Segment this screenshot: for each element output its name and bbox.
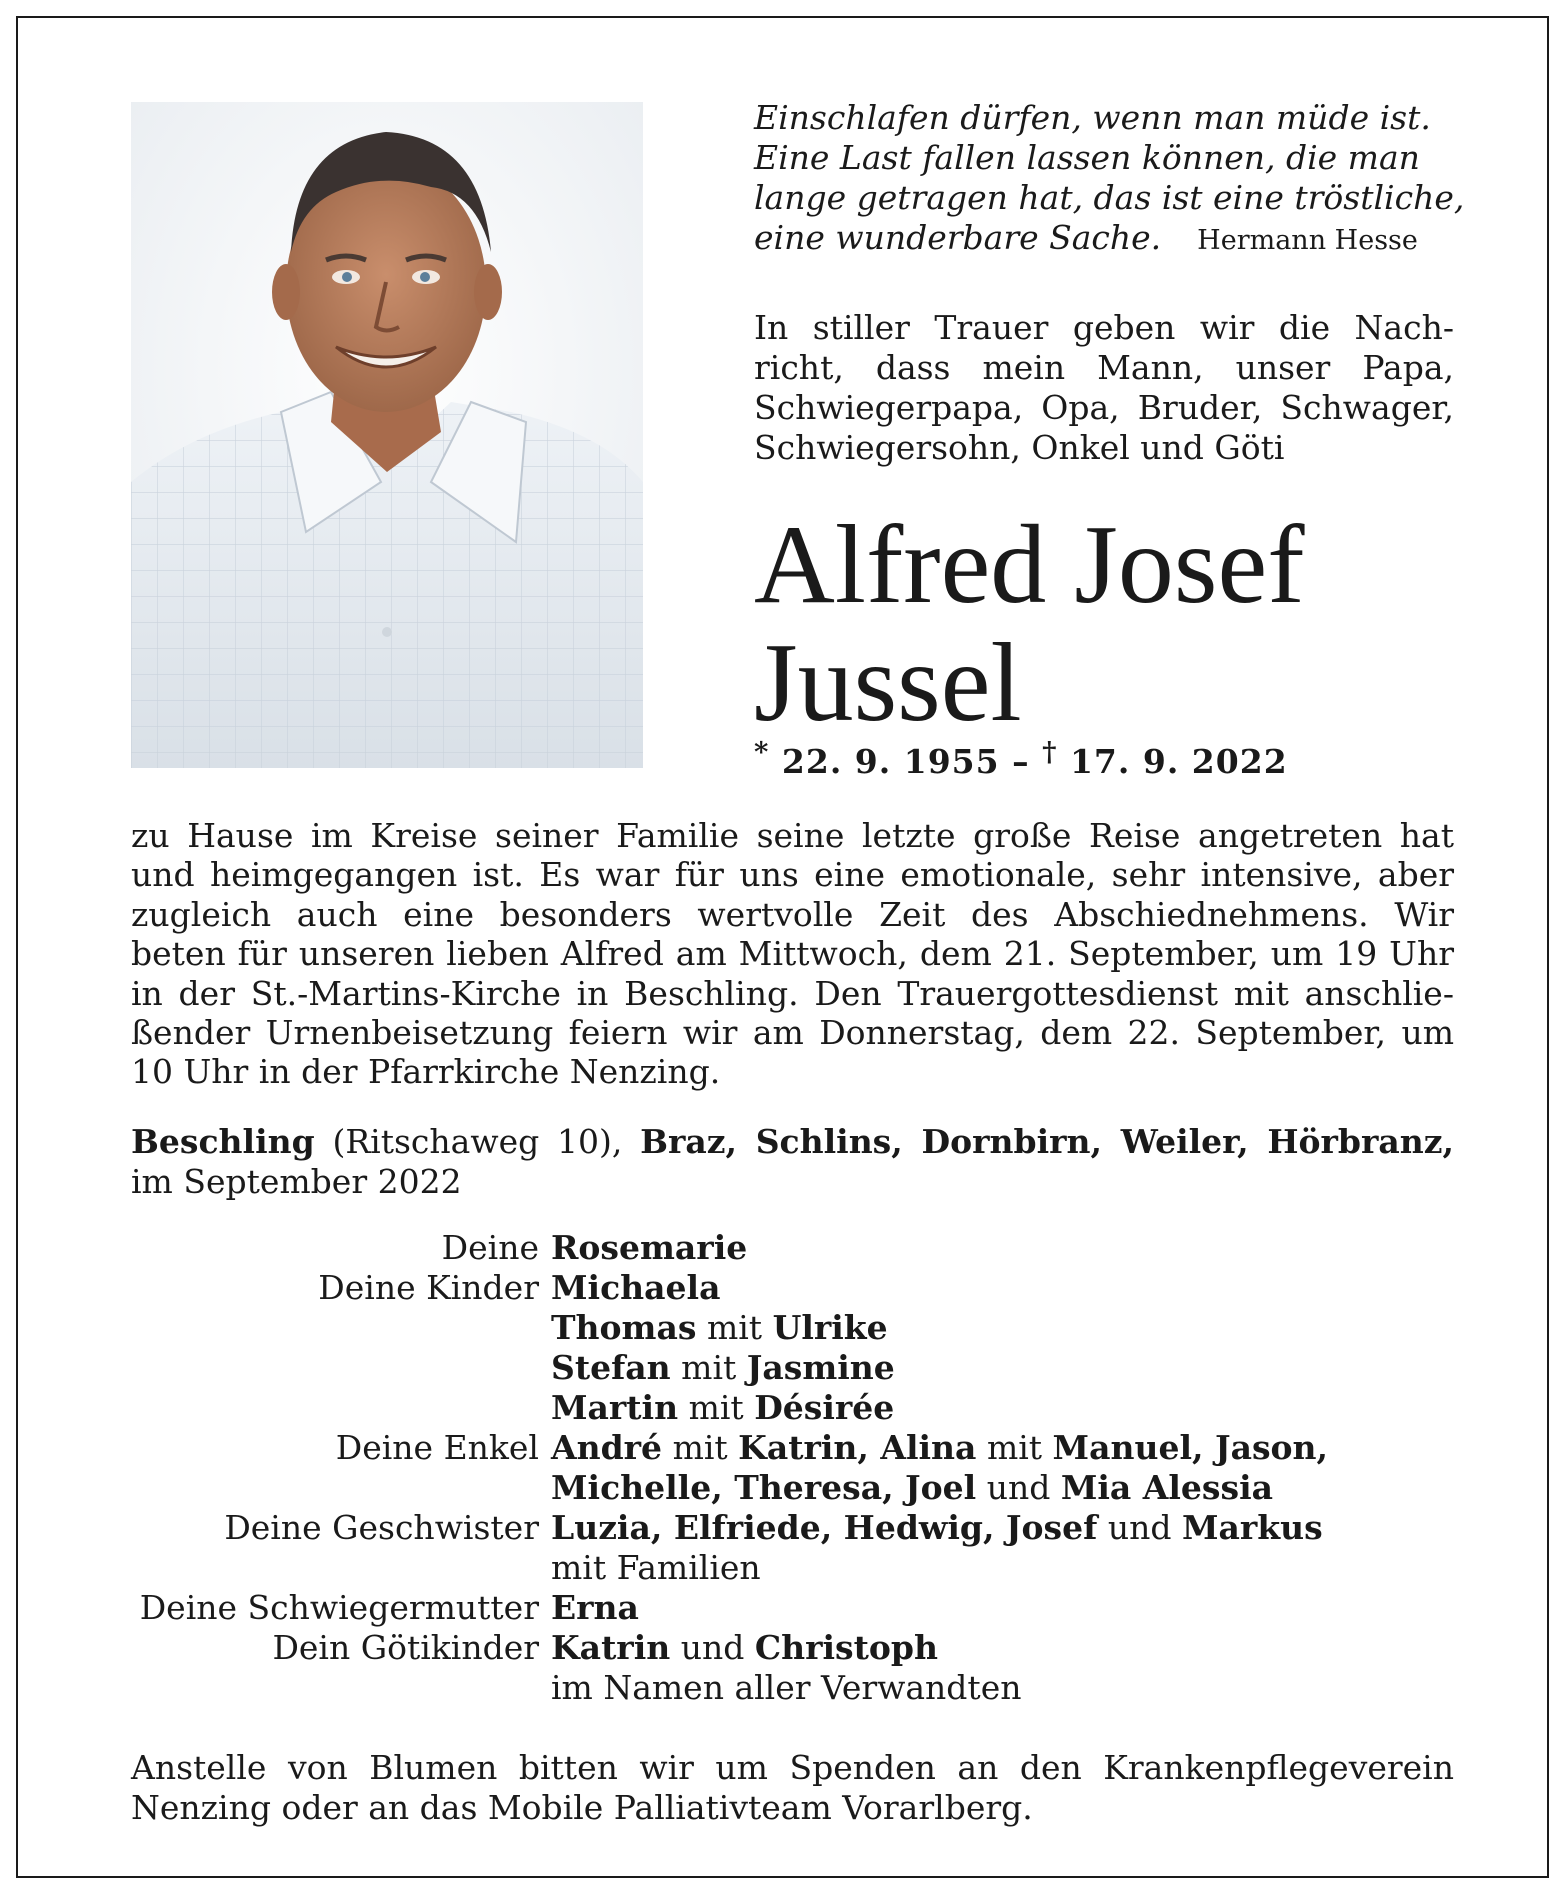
with-word: mit <box>688 1388 744 1427</box>
family-row-children-4 <box>131 1388 1471 1428</box>
with-word: mit <box>706 1308 763 1347</box>
and-word: und <box>986 1468 1051 1507</box>
donation-line: Anstelle von Blumen bitten wir um Spenden an den Krankenpflegeverein <box>131 1748 1454 1787</box>
family-names <box>551 1428 1328 1468</box>
quote-line: Eine Last fallen lassen können, die man <box>754 138 1420 177</box>
family-names: mit Familien <box>551 1548 761 1587</box>
family-names <box>551 1388 894 1428</box>
mother-in-law-name: Erna <box>551 1588 639 1627</box>
grandchild-name: Manuel, Jason, <box>1052 1428 1329 1467</box>
places-date: im September 2022 <box>131 1162 462 1201</box>
family-names <box>551 1628 938 1668</box>
wife-name: Rosemarie <box>551 1228 748 1267</box>
grandchild-name: Katrin, Alina <box>738 1428 977 1467</box>
quote-line-text: eine wunderbare Sache. <box>754 218 1162 257</box>
family-names <box>551 1508 1323 1548</box>
family-row-children-2 <box>131 1308 1471 1348</box>
family-label: Deine Geschwister <box>224 1508 539 1547</box>
family-row-grandchildren-2 <box>131 1468 1471 1508</box>
with-word: mit <box>681 1348 737 1387</box>
grandchild-name: Michelle, Theresa, Joel <box>551 1468 977 1507</box>
family-row-siblings <box>131 1508 1471 1548</box>
places-block <box>131 1122 1454 1202</box>
donation-line: Nenzing oder an das Mobile Palliativteam Vorarlberg. <box>131 1788 1033 1827</box>
name-line-1: Alfred Josef <box>754 503 1305 627</box>
places-line <box>131 1122 1454 1162</box>
and-word: und <box>1107 1508 1172 1547</box>
godchild-name: Christoph <box>754 1628 938 1667</box>
intro-text <box>754 308 1454 468</box>
family-row-relatives <box>131 1668 1471 1708</box>
family-label-empty <box>131 1548 551 1588</box>
family-label: Deine Kinder <box>318 1268 539 1307</box>
family-label: Deine Enkel <box>335 1428 539 1467</box>
family-row-siblings-2 <box>131 1548 1471 1588</box>
child-name: Thomas <box>551 1308 697 1347</box>
announcement-body <box>131 816 1454 1092</box>
born-symbol: * <box>754 736 770 768</box>
quote-line: Einschlafen dürfen, wenn man müde ist. <box>754 98 1431 137</box>
family-row-grandchildren <box>131 1428 1471 1468</box>
family-label-empty <box>131 1308 551 1348</box>
quote-line: lange getragen hat, das ist eine tröstliche, <box>754 178 1465 217</box>
partner-name: Ulrike <box>772 1308 888 1347</box>
and-word: und <box>680 1628 745 1667</box>
child-name: Stefan <box>551 1348 671 1387</box>
family-list <box>131 1228 1471 1708</box>
intro-line: richt, dass mein Mann, unser Papa, <box>754 348 1454 387</box>
family-label-empty <box>131 1468 551 1508</box>
family-row-children-3 <box>131 1348 1471 1388</box>
family-names <box>551 1308 888 1348</box>
place-address: (Ritschaweg 10), <box>332 1122 623 1161</box>
family-row-wife <box>131 1228 1471 1268</box>
body-line: zugleich auch eine besonders wertvolle Zeit des Abschiednehmens. Wir <box>131 894 1454 934</box>
family-names <box>551 1468 1273 1508</box>
portrait-photo <box>131 102 643 768</box>
body-line: beten für unseren lieben Alfred am Mittwoch, dem 21. September, um 19 Uhr <box>131 934 1454 974</box>
birth-date: 22. 9. 1955 <box>781 742 1000 781</box>
place-first: Beschling <box>131 1122 315 1161</box>
with-word: mit <box>986 1428 1043 1467</box>
date-dash: – <box>1012 742 1030 781</box>
family-names <box>551 1348 895 1388</box>
grandchild-name: Mia Alessia <box>1060 1468 1274 1507</box>
poem-quote <box>754 98 1474 261</box>
intro-line: In stiller Trauer geben wir die Nach- <box>754 308 1454 347</box>
intro-line: Schwiegerpapa, Opa, Bruder, Schwager, <box>754 388 1454 427</box>
place-others: Braz, Schlins, Dornbirn, Weiler, Hörbranz, <box>640 1122 1454 1161</box>
family-label-empty <box>131 1668 551 1708</box>
body-line: ßender Urnenbeisetzung feiern wir am Donnerstag, dem 22. September, um <box>131 1013 1454 1053</box>
life-dates <box>754 736 1288 781</box>
family-row-godchildren <box>131 1628 1471 1668</box>
body-line: 10 Uhr in der Pfarrkirche Nenzing. <box>131 1052 721 1092</box>
with-word: mit <box>672 1428 728 1467</box>
family-label: Deine Schwiegermutter <box>139 1588 539 1627</box>
family-names <box>551 1268 720 1308</box>
godchild-name: Katrin <box>551 1628 671 1667</box>
child-name: Michaela <box>551 1268 721 1307</box>
family-row-mother-in-law <box>131 1588 1471 1628</box>
quote-author: Hermann Hesse <box>1197 225 1418 256</box>
grandchild-name: André <box>551 1428 663 1467</box>
family-label: Deine <box>441 1228 539 1267</box>
death-date: 17. 9. 2022 <box>1069 742 1288 781</box>
body-line: und heimgegangen ist. Es war für uns eine emotionale, sehr intensive, aber <box>131 855 1454 895</box>
partner-name: Désirée <box>754 1388 895 1427</box>
body-line: zu Hause im Kreise seiner Familie seine letzte große Reise angetreten hat <box>131 816 1454 855</box>
family-names: im Namen aller Verwandten <box>551 1668 1022 1707</box>
quote-line-last <box>754 218 1474 261</box>
family-label-empty <box>131 1388 551 1428</box>
family-label-empty <box>131 1348 551 1388</box>
body-line: in der St.-Martins-Kirche in Beschling. Den Trauergottesdienst mit anschlie- <box>131 973 1454 1013</box>
deceased-name <box>754 503 1474 745</box>
family-names <box>551 1228 747 1268</box>
portrait-image <box>131 102 643 768</box>
family-label: Dein Götikinder <box>272 1628 539 1667</box>
obituary-page <box>16 16 1549 1878</box>
donation-note <box>131 1748 1454 1828</box>
family-names <box>551 1588 639 1628</box>
name-line-2: Jussel <box>754 621 1022 745</box>
family-row-children <box>131 1268 1471 1308</box>
partner-name: Jasmine <box>746 1348 895 1387</box>
intro-line: Schwiegersohn, Onkel und Göti <box>754 428 1285 467</box>
sibling-names: Luzia, Elfriede, Hedwig, Josef <box>551 1508 1098 1547</box>
child-name: Martin <box>551 1388 679 1427</box>
died-symbol: † <box>1042 736 1058 768</box>
sibling-name: Markus <box>1181 1508 1323 1547</box>
